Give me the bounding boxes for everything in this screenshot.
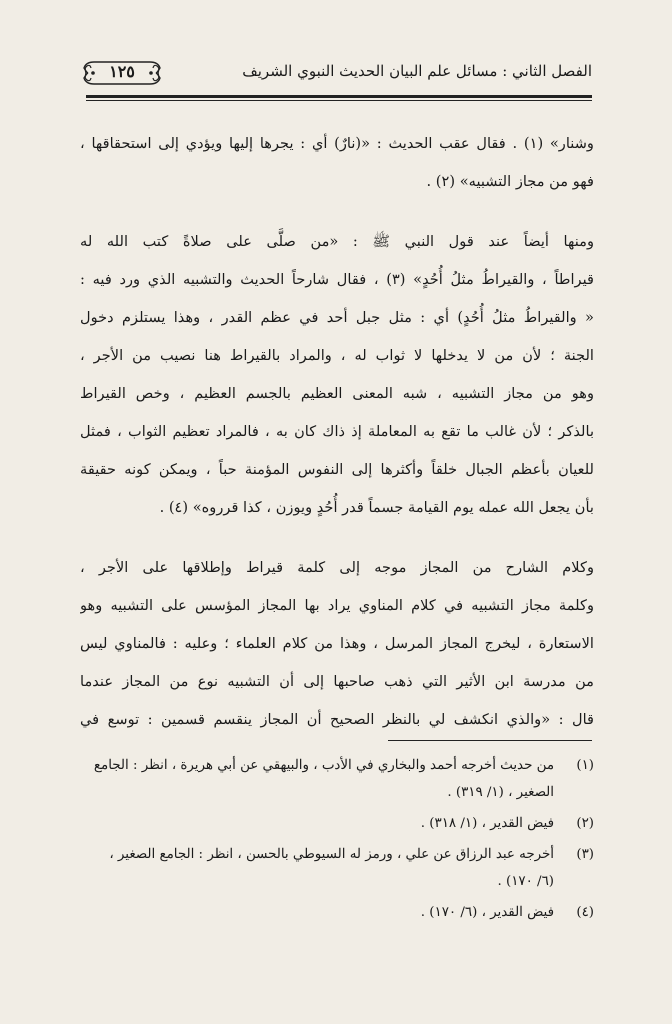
page-header [80, 58, 592, 94]
footnote-number: (٤) [576, 905, 594, 920]
footnote [80, 899, 594, 926]
footnote [80, 810, 594, 837]
page-number-badge [80, 58, 164, 88]
footnote [80, 841, 594, 895]
header-rule-thin [86, 100, 592, 101]
footnote-number: (٢) [576, 816, 594, 831]
footnote-separator [388, 740, 592, 741]
text-line: للعيان بأعظم الجبال خلقاً وأكثرها إلى النفوس المؤمنة حباً ، ويمكن كونه حقيقة [80, 461, 594, 478]
paragraph [80, 128, 594, 204]
text-line: بالذكر ؛ لأن غالب ما تقع به المعاملة إذ ذاك كان به ، فالمراد تعظيم الثواب ، فمثل [80, 423, 594, 440]
text-line: « والقيراطُ مثلُ أُحُدٍ) أي : مثل جبل أحد في عظم القدر ، وهذا يستلزم دخول [80, 309, 594, 326]
footnotes [80, 752, 594, 930]
main-text [80, 128, 594, 764]
text-line: وهو من مجاز التشبيه ، شبه المعنى العظيم بالجسم العظيم ، وخص القيراط [80, 385, 594, 402]
text-line: بأن يجعل الله عمله يوم القيامة جسماً قدر أُحُدٍ ويوزن ، كذا قرروه» (٤) . [159, 499, 594, 516]
text-line: وشنار» (١) . فقال عقب الحديث : «(نارٌ) أي : يجرها إليها ويؤدي إلى استحقاقها ، [80, 135, 594, 152]
text-line: من مدرسة ابن الأثير التي ذهب صاحبها إلى أن التشبيه نوع من المجاز عندما [80, 673, 594, 690]
text-line: وكلمة مجاز التشبيه في كلام المناوي يراد بها المجاز المؤسس على التشبيه وهو [80, 597, 594, 614]
footnote-line: (٦/ ١٧٠) . [497, 874, 554, 889]
header-rule-thick [86, 95, 592, 98]
footnote-line: أخرجه عبد الرزاق عن علي ، ورمز له السيوطي بالحسن ، انظر : الجامع الصغير ، [109, 847, 554, 862]
footnote-line: من حديث أخرجه أحمد والبخاري في الأدب ، والبيهقي عن أبي هريرة ، انظر : الجامع [93, 758, 554, 773]
text-line: الجنة ؛ لأن من لا يدخلها لا ثواب له ، والمراد بالقيراط هنا نصيب من الأجر ، [80, 347, 594, 364]
text-line: قال : «والذي انكشف لي بالنظر الصحيح أن المجاز ينقسم قسمين : توسع في [80, 711, 594, 728]
footnote-number: (١) [576, 758, 594, 773]
footnote-line: فيض القدير ، (٦/ ١٧٠) . [420, 905, 554, 920]
text-line: قيراطاً ، والقيراطُ مثلُ أُحُدٍ» (٣) ، فقال شارحاً الحديث والتشبيه الذي ورد فيه : [80, 271, 594, 288]
footnote-line: فيض القدير ، (١/ ٣١٨) . [420, 816, 554, 831]
footnote-number: (٣) [576, 847, 594, 862]
page-number: ١٢٥ [109, 62, 135, 81]
text-line: ومنها أيضاً عند قول النبي ﷺ : «من صلَّى على صلاةً كتب الله له [80, 233, 594, 250]
paragraph [80, 226, 594, 530]
footnote-line: الصغير ، (١/ ٣١٩) . [447, 785, 554, 800]
chapter-title: الفصل الثاني : مسائل علم البيان الحديث النبوي الشريف [242, 62, 592, 80]
text-line: فهو من مجاز التشبيه» (٢) . [426, 173, 594, 190]
text-line: الاستعارة ، ليخرج المجاز المرسل ، وهذا من كلام العلماء ؛ وعليه : فالمناوي ليس [80, 635, 594, 652]
footnote [80, 752, 594, 806]
text-line: وكلام الشارح من المجاز موجه إلى كلمة قيراط وإطلاقها على الأجر ، [80, 559, 594, 576]
paragraph [80, 552, 594, 742]
